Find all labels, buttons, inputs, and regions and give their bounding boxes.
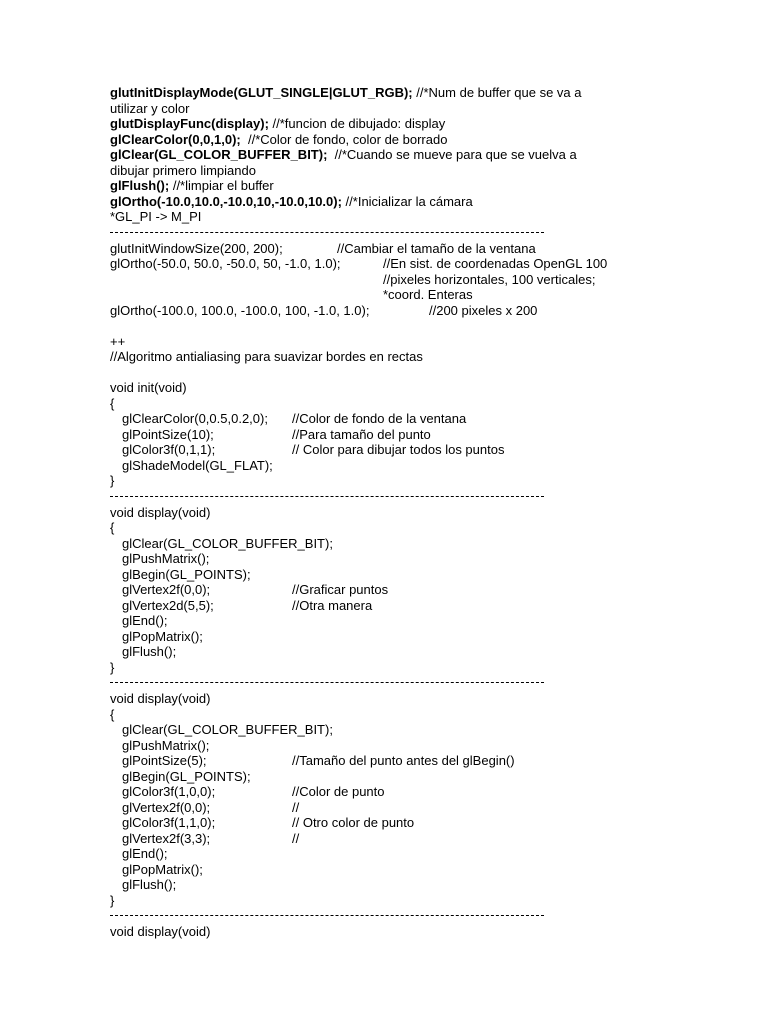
code-text: glColor3f(0,1,1);: [122, 442, 216, 457]
code-text: glFlush();: [122, 877, 177, 892]
code-text: glFlush();: [122, 644, 177, 659]
text-line: [110, 85, 670, 101]
text-line: [110, 178, 670, 194]
code-text: glOrtho(-10.0,10.0,-10.0,10,-10.0,10.0);: [110, 193, 342, 209]
code-text: glVertex2f(0,0);: [122, 582, 211, 597]
code-text: glutInitDisplayMode(GLUT_SINGLE|GLUT_RGB);: [110, 85, 413, 100]
text-line: [110, 536, 670, 552]
comment-text: //Otra manera: [292, 597, 373, 613]
code-text: glutInitWindowSize(200, 200);: [110, 240, 283, 256]
text-line: [110, 147, 670, 163]
comment-text: //*Cuando se mueve para que se vuelva a: [327, 147, 577, 162]
text-line: [110, 769, 670, 785]
open-brace: {: [110, 520, 115, 535]
code-text: glOrtho(-50.0, 50.0, -50.0, 50, -1.0, 1.0);: [110, 256, 341, 271]
code-text: glPointSize(10);: [122, 426, 214, 442]
function-signature: void init(void): [110, 380, 187, 395]
code-text: glClear(GL_COLOR_BUFFER_BIT);: [122, 535, 333, 551]
text-line: [110, 877, 670, 893]
comment-text: //: [292, 830, 300, 846]
code-text: glClearColor(0,0.5,0.2,0);: [122, 411, 268, 426]
dashed-separator: [110, 496, 544, 498]
text-line: [110, 831, 670, 847]
text-line: [110, 613, 670, 629]
dashed-separator: [110, 682, 544, 684]
document-page: [110, 85, 670, 940]
code-text: glutDisplayFunc(display);: [110, 116, 269, 131]
code-text: glVertex2d(5,5);: [122, 597, 214, 613]
text-line: [110, 132, 670, 148]
comment-text: //Color de fondo de la ventana: [292, 411, 467, 426]
close-brace: }: [110, 473, 115, 488]
open-brace: {: [110, 706, 115, 722]
code-text: glEnd();: [122, 846, 168, 861]
comment-text: // Otro color de punto: [292, 815, 415, 830]
dashed-separator: [110, 232, 544, 234]
blank-line: [110, 365, 670, 381]
code-text: glVertex2f(3,3);: [122, 830, 211, 846]
text-line: [110, 427, 670, 443]
function-signature: void display(void): [110, 504, 211, 520]
text-line: [110, 722, 670, 738]
text-line: [110, 116, 670, 132]
text-line: [110, 194, 670, 210]
comment-text: //Para tamaño del punto: [292, 426, 431, 442]
text-line: [110, 784, 670, 800]
close-brace: }: [110, 659, 115, 675]
code-text: glVertex2f(0,0);: [122, 799, 211, 815]
code-text: glFlush();: [110, 178, 170, 193]
blank-line: [110, 318, 670, 334]
dashed-separator: [110, 915, 544, 917]
text-line: utilizar y color: [110, 100, 190, 116]
text-line: [110, 567, 670, 583]
text-line: [110, 241, 670, 257]
code-text: glColor3f(1,1,0);: [122, 815, 216, 830]
text-line: ++: [110, 333, 126, 349]
code-text: glPushMatrix();: [122, 551, 210, 566]
text-line: [110, 800, 670, 816]
text-line: [110, 256, 670, 272]
text-line: [110, 582, 670, 598]
comment-text: //*funcion de dibujado: display: [268, 116, 446, 131]
text-line: [110, 815, 670, 831]
text-line: //Algoritmo antialiasing para suavizar bordes en rectas: [110, 349, 423, 364]
code-text: glShadeModel(GL_FLAT);: [122, 457, 273, 473]
text-line: [110, 442, 670, 458]
comment-text: //Cambiar el tamaño de la ventana: [337, 240, 536, 256]
comment-text: //Tamaño del punto antes del glBegin(): [292, 753, 515, 768]
text-line: [110, 862, 670, 878]
code-text: glPointSize(5);: [122, 753, 207, 768]
text-line: [110, 287, 670, 303]
text-line: [110, 753, 670, 769]
code-text: glBegin(GL_POINTS);: [122, 768, 251, 784]
close-brace: }: [110, 892, 115, 908]
code-text: glOrtho(-100.0, 100.0, -100.0, 100, -1.0, 1.0);: [110, 302, 370, 318]
text-line: *GL_PI -> M_PI: [110, 209, 202, 224]
code-text: glPopMatrix();: [122, 861, 203, 877]
code-text: glPushMatrix();: [122, 737, 210, 753]
comment-text: //*Inicializar la cámara: [341, 193, 473, 209]
comment-text: //Graficar puntos: [292, 582, 389, 597]
text-line: [110, 411, 670, 427]
text-line: [110, 458, 670, 474]
text-line: [110, 272, 670, 288]
comment-text: //200 pixeles x 200: [429, 302, 538, 318]
code-text: glClearColor(0,0,1,0);: [110, 131, 241, 147]
code-text: glColor3f(1,0,0);: [122, 784, 216, 799]
code-text: glBegin(GL_POINTS);: [122, 566, 251, 582]
text-line: [110, 846, 670, 862]
text-line: [110, 738, 670, 754]
text-line: [110, 598, 670, 614]
code-text: glEnd();: [122, 613, 168, 628]
text-line: [110, 303, 670, 319]
comment-text: //En sist. de coordenadas OpenGL 100: [383, 256, 608, 271]
comment-text: //*Num de buffer que se va a: [412, 85, 582, 100]
comment-text: //: [292, 799, 300, 815]
comment-text: // Color para dibujar todos los puntos: [292, 442, 505, 457]
text-line: [110, 629, 670, 645]
comment-text: //Color de punto: [292, 784, 385, 799]
function-signature: void display(void): [110, 691, 211, 706]
comment-text: //*Color de fondo, color de borrado: [240, 131, 448, 147]
code-text: glClear(GL_COLOR_BUFFER_BIT);: [110, 147, 328, 162]
open-brace: {: [110, 395, 115, 411]
comment-text: *coord. Enteras: [383, 287, 473, 302]
text-line: [110, 644, 670, 660]
function-signature: void display(void): [110, 924, 211, 939]
text-line: [110, 551, 670, 567]
comment-text: //*limpiar el buffer: [169, 178, 274, 193]
comment-text: //pixeles horizontales, 100 verticales;: [383, 271, 596, 287]
code-text: glClear(GL_COLOR_BUFFER_BIT);: [122, 722, 333, 737]
text-line: dibujar primero limpiando: [110, 162, 256, 178]
code-text: glPopMatrix();: [122, 628, 203, 644]
